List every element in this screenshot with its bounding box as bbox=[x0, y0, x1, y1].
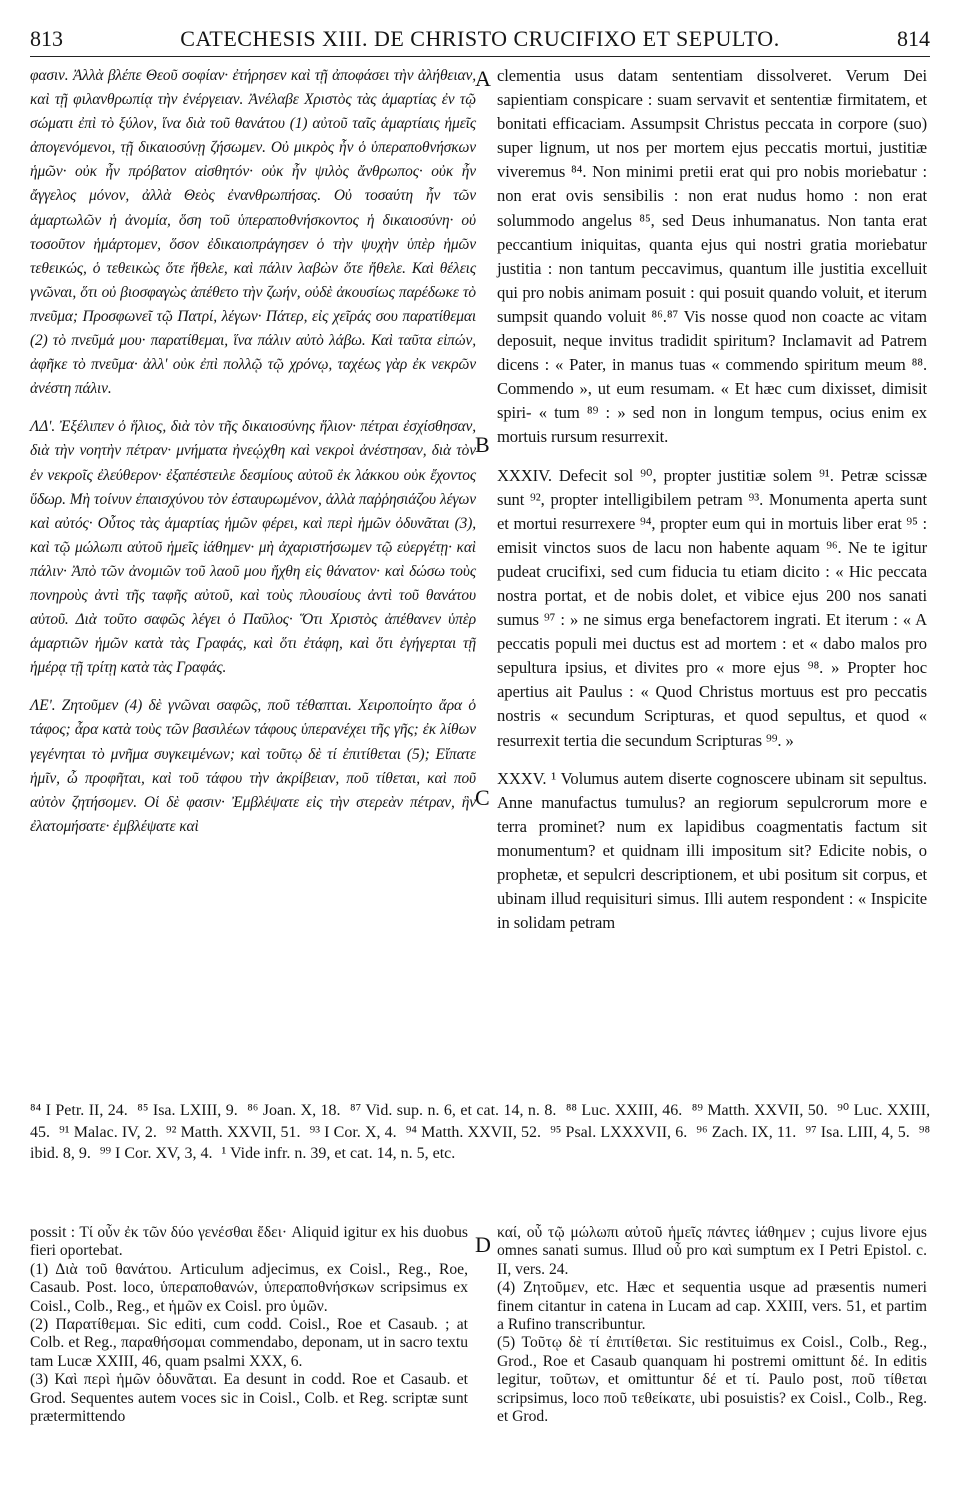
footnote: ⁹⁷ Isa. LIII, 4, 5. bbox=[805, 1123, 910, 1141]
critical-notes-left bbox=[30, 1224, 468, 1426]
footnote: ⁹⁰ Luc. XXIII, 45. bbox=[30, 1102, 931, 1141]
footnote: ⁸⁹ Matth. XXVII, 50. bbox=[691, 1102, 828, 1119]
critical-notes-right bbox=[497, 1224, 927, 1426]
margin-letter-c: C bbox=[475, 785, 490, 810]
latin-paragraph-35: XXXV. ¹ Volumus autem diserte cognoscere ubinam sit sepultus. Anne manufactus tumulus? an regiorum sepulcrorum more e terra prominet? num ex lapidibus coagmentatis factum sit monumentum? et quidnam illi impositum sit? Edicite nobis, o prophetæ, et sepulcri descriptionem, et ubi positum sit corpus, et ubinam illud requisituri simus. Illi autem respondent : « Inspicite in solidam petram bbox=[497, 768, 927, 933]
footnote: ⁸⁵ Isa. LXIII, 9. bbox=[137, 1102, 238, 1119]
critical-note: (4) Ζητοῦμεν, etc. Hæc et sequentia usque ad præsentis numeri finem citantur in catena in Lucam ad cap. XXIII, vers. 51, et partim a Rufino transcribuntur. bbox=[497, 1279, 927, 1334]
page-number-right: 814 bbox=[897, 26, 930, 51]
footnote: ⁹² Matth. XXVII, 51. bbox=[166, 1123, 301, 1141]
greek-paragraph-34: ΛΔʹ. Ἐξέλιπεν ὁ ἥλιος, διὰ τὸν τῆς δικαιοσύνης ἥλιον· πέτραι ἐσχίσθησαν, διὰ τὴν νοητὴν πέτραν· μνήματα ἠνεῴχθη καὶ νεκροὶ ἀνέστησαν, διὰ τὸν ἐν νεκροῖς ἐλεύθερον· ἐξαπέστειλε δεσμίους αὐτοῦ ἐκ λάκκου οὐκ ἔχοντος ὕδωρ. Μὴ τοίνυν ἐπαισχύνου τὸν ἐσταυρωμένον, ἀλλὰ παῤῥησιάζου λέγων καὶ αὐτός· Οὗτος τὰς ἁμαρτίας ἡμῶν φέρει, καὶ περὶ ἡμῶν ὀδυνᾶται (3), καὶ τῷ μώλωπι αὐτοῦ ἡμεῖς ἰάθημεν· μὴ ἀχαριστήσωμεν τῷ εὐεργέτῃ· καὶ πάλιν· Ἀπὸ τῶν ἀνομιῶν τοῦ λαοῦ μου ἤχθη εἰς θάνατον· καὶ δώσω τοὺς πονηροὺς ἀντὶ τῆς ταφῆς αὐτοῦ, καὶ τοὺς πλουσίους ἀντὶ τοῦ θανάτου αὐτοῦ. Διὰ τοῦτο σαφῶς λέγει ὁ Παῦλος· Ὅτι Χριστὸς ἀπέθανεν ὑπὲρ ἁμαρτιῶν ἡμῶν κατὰ τὰς Γραφάς, καὶ ὅτι ἐτάφη, καὶ ὅτι ἐγήγερται τῇ ἡμέρᾳ τῇ τρίτῃ κατὰ τὰς Γραφάς. bbox=[30, 418, 476, 677]
footnote: ⁸⁴ I Petr. II, 24. bbox=[30, 1102, 128, 1119]
critical-note: καί, οὗ τῷ μώλωπι αὐτοῦ ἡμεῖς πάντες ἰάθημεν ; cujus livore ejus omnes sanati sumus. Illud οὗ pro καὶ sumptum ex I Petri Epistol. c. II, vers. 24. bbox=[497, 1224, 927, 1278]
margin-letter-a: A bbox=[475, 66, 491, 91]
running-title: CATECHESIS XIII. DE CHRISTO CRUCIFIXO ET SEPULTO. bbox=[180, 26, 780, 51]
footnote: ⁹⁸ ibid. 8, 9. bbox=[30, 1123, 931, 1162]
critical-note: (1) Διὰ τοῦ θανάτου. Articulum adjecimus, ex Coisl., Reg., Roe, Casaub. Post. loco, ὑπεραποθανών, ὑπεραποθνήσκων scripsimus ex Coisl., Colb., Reg., et ἡμῶν ex Coisl. pro ὑμῶν. bbox=[30, 1260, 468, 1315]
footnote: ⁸⁸ Luc. XXIII, 46. bbox=[565, 1102, 683, 1119]
greek-paragraph-1: φασιν. Ἀλλὰ βλέπε Θεοῦ σοφίαν· ἐτήρησεν καὶ τῇ ἀποφάσει τὴν ἀλήθειαν, καὶ τῇ φιλανθρωπίᾳ τὴν ἐνέργειαν. Ἀνέλαβε Χριστὸς τὰς ἁμαρτίας ἐν τῷ σώματι ἐπὶ τὸ ξύλον, ἵνα διὰ τοῦ θανάτου (1) αὐτοῦ ταῖς ἁμαρτίαις ἡμεῖς ἀπογενόμενοι, τῇ δικαιοσύνῃ ζήσωμεν. Οὐ μικρὸς ἦν ὁ ὑπεραποθνήσκων ἡμῶν· οὐκ ἦν πρόβατον αἰσθητόν· οὐκ ἦν ψιλὸς ἄνθρωπος· οὐκ ἦν ἄγγελος μόνον, ἀλλὰ Θεὸς ἐνανθρωπήσας. Οὐ τοσαύτη ἦν τῶν ἁμαρτωλῶν ἡ ἀνομία, ὅση τοῦ ὑπεραποθνήσκοντος ἡ δικαιοσύνη· οὐ τοσοῦτον ἡμάρτομεν, ὅσον ἐδικαιοπράγησεν ὁ τὴν ψυχὴν ὑπὲρ ἡμῶν τεθεικώς, ὁ τεθεικὼς ὅτε ἤθελε, καὶ πάλιν λαβὼν ὅτε ἤθελε. Καὶ θέλεις γνῶναι, ὅτι οὐ βιοσφαγὼς ἀπέθετο τὴν ζωήν, οὐδὲ ἀκουσίως παρέδωκε τὸ πνεῦμα; Προσφωνεῖ τῷ Πατρί, λέγων· Πάτερ, εἰς χεῖράς σου παρατίθεμαι (2) τὸ πνεῦμά μου· παρατίθεμαι, ἵνα πάλιν αὐτὸ λάβω. Καὶ ταῦτα εἰπών, ἀφῆκε τὸ πνεῦμα· ἀλλ' οὐκ ἐπὶ πολλῷ τῷ χρόνῳ, ταχέως γὰρ ἐκ νεκρῶν ἀνέστη πάλιν. bbox=[30, 67, 476, 398]
latin-paragraph-34: XXXIV. Defecit sol ⁹⁰, propter justitiæ solem ⁹¹. Petræ scissæ sunt ⁹², propter intelligibilem petram ⁹³. Monumenta aperta sunt et mortui resurrexere ⁹⁴, propter eum qui in mortuis liber erat ⁹⁵ : emisit vinctos suos de lacu non habente aquam ⁹⁶. Ne te igitur pudeat crucifixi, sed cum fiducia tu etiam dicito : « Hic peccata nostra portat, et de nobis dolet, et vibice ejus 200 nos sanati sumus ⁹⁷ : » ne simus erga benefactorem ingrati. Et iterum : « A peccatis populi mei ductus est ad mortem : et « dabo malos pro sepultura ipsius, et divites pro « more ejus ⁹⁸. » Propter hoc apertius ait Paulus : « Quod Christus mortuus est pro peccatis nostris « secundum Scripturas, et quod sepultus, et quod « resurrexit tertia die secundum Scripturas ⁹⁹. » bbox=[497, 465, 927, 750]
footnote: ⁸⁶ Joan. X, 18. bbox=[247, 1102, 341, 1119]
footnote: ⁹³ I Cor. X, 4. bbox=[309, 1123, 397, 1141]
critical-note: possit : Τί οὖν ἐκ τῶν δύο γενέσθαι ἔδει· Aliquid igitur ex his duobus fieri oportebat. bbox=[30, 1224, 468, 1260]
footnote: ¹ Vide infr. n. 39, et cat. 14, n. 5, etc. bbox=[221, 1145, 456, 1162]
critical-note: (2) Παρατίθεμαι. Sic editi, cum codd. Coisl., Roe et Casaub. ; at Colb. et Reg., παραθήσομαι commendabo, deponam, ut in sacro textu tam Lucæ XXIII, 46, quam psalmi XXX, 6. bbox=[30, 1316, 468, 1370]
footnote: ⁹⁵ Psal. LXXXVII, 6. bbox=[550, 1123, 688, 1141]
greek-paragraph-35: ΛΕʹ. Ζητοῦμεν (4) δὲ γνῶναι σαφῶς, ποῦ τέθαπται. Χειροποίητο ἄρα ὁ τάφος; ἆρα κατὰ τοὺς τῶν βασιλέων τάφους ὑπερανέχει τῆς γῆς; ἐκ λίθων γεγένηται τὸ μνῆμα συγκειμένων; καὶ τοῦτῳ δὲ τί ἐπιτίθεται (5); Εἴπατε ἡμῖν, ὦ προφῆται, καὶ τοῦ τάφου τὴν ἀκρίβειαν, ποῦ τίθεται, καὶ ποῦ αὐτὸν ζητήσομεν. Οἱ δὲ φασιν· Ἐμβλέψατε εἰς τὴν στερεὰν πέτραν, ἣν ἐλατομήσατε· ἐμβλέψατε καὶ bbox=[30, 697, 476, 835]
greek-column bbox=[30, 64, 476, 839]
margin-letter-b: B bbox=[475, 432, 490, 457]
running-header bbox=[30, 22, 930, 57]
margin-letter-d: D bbox=[475, 1232, 491, 1257]
scripture-footnotes bbox=[30, 1100, 930, 1165]
latin-column bbox=[497, 64, 927, 935]
critical-note: (5) Τοῦτῳ δὲ τί ἐπιτίθεται. Sic restituimus ex Coisl., Colb., Reg., Grod., Roe et Casaub quanquam hi postremi omittunt δέ. In editis legitur, τοῦτων, et omittuntur δέ et τί. Paulo post, ποῦ τίθεται scripsimus, loco ποῦ τεθείκατε, ubi posuistis? ex Coisl., Colb., Reg. et Grod. bbox=[497, 1334, 927, 1426]
page-number-left: 813 bbox=[30, 26, 63, 51]
critical-note: (3) Καὶ περὶ ἡμῶν ὀδυνᾶται. Ea desunt in codd. Roe et Casaub. et Grod. Sequentes autem voces sic in Coisl., Colb. et Reg. scriptæ sunt prætermittendo bbox=[30, 1371, 468, 1426]
footnote: ⁹⁹ I Cor. XV, 3, 4. bbox=[99, 1145, 213, 1162]
footnote: ⁹⁴ Matth. XXVII, 52. bbox=[405, 1123, 542, 1141]
footnote: ⁸⁷ Vid. sup. n. 6, et cat. 14, n. 8. bbox=[350, 1102, 557, 1119]
latin-paragraph-1: clementia usus datam sententiam dissolveret. Verum Dei sapientiam conspicare : suam servavit et sententiæ firmitatem, et bonitati efficaciam. Assumpsit Christus peccata in corpore (suo) super lignum, ut nos per mortem ejus peccatis mortui, justitiæ viveremus ⁸⁴. Non minimi pretii erat qui pro nobis moriebatur : non erat ovis sensibilis : non erat nudus homo : non erat solummodo angelus ⁸⁵, sed Deus inhumanatus. Non tanta erat peccantium iniquitas, quanta ejus qui nostri gratia moriebatur justitia : non tantum peccavimus, quantum ille justitia excelluit qui pro nobis animam posuit : qui posuit quando voluit, et iterum sumpsit quando voluit ⁸⁶.⁸⁷ Vis nosse quod non coacte ac vitam deposuit, neque invitus tradidit spiritum? Inclamavit ad Patrem dicens : « Pater, in manus tuas « commendo spiritum meum ⁸⁸. Commendo », ut eum resumam. « Et hæc cum dixisset, dimisit spiri- « tum ⁸⁹ : » sed non in longum tempus, ocius enim ex mortuis rursum resurrexit. bbox=[497, 66, 927, 447]
footnote: ⁹⁶ Zach. IX, 11. bbox=[696, 1123, 797, 1141]
footnote: ⁹¹ Malac. IV, 2. bbox=[59, 1123, 157, 1141]
